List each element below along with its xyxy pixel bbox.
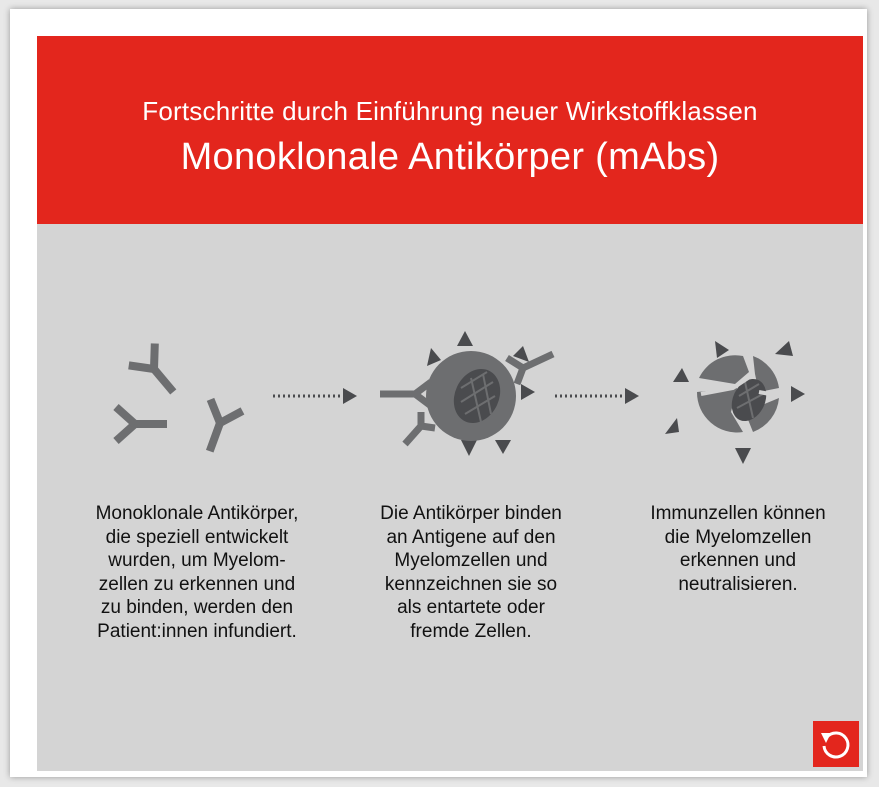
dotted-arrow-icon	[555, 388, 639, 404]
antibody-icon	[405, 412, 435, 444]
step-3-caption: Immunzellen können die Myelomzellen erkennen und neutralisieren.	[650, 503, 826, 595]
step-1-caption: Monoklonale Antikörper, die speziell entwickelt wurden, um Myelom- zellen zu erkennen und zu binden, werden den Patient:innen infundiert.	[95, 503, 299, 642]
antibody-icon	[129, 344, 187, 403]
header-title: Monoklonale Antikörper (mAbs)	[180, 136, 720, 178]
myeloma-cell-icon	[665, 341, 805, 464]
header-subtitle: Fortschritte durch Einführung neuer Wirkstoffklassen	[142, 96, 758, 126]
reset-button[interactable]	[813, 721, 859, 767]
infographic-card	[37, 36, 863, 771]
myeloma-cell-icon	[426, 331, 535, 456]
antibody-icon	[194, 399, 243, 457]
antibody-icon	[507, 354, 553, 384]
antibody-icon	[116, 407, 167, 441]
antibody-icon	[380, 382, 431, 406]
reset-icon	[813, 721, 859, 767]
step-2-caption: Die Antikörper binden an Antigene auf den Myelomzellen und kennzeichnen sie so als entartete oder fremde Zellen.	[380, 503, 562, 642]
process-illustration	[37, 36, 863, 516]
dotted-arrow-icon	[273, 388, 357, 404]
infographic-frame	[10, 9, 867, 777]
